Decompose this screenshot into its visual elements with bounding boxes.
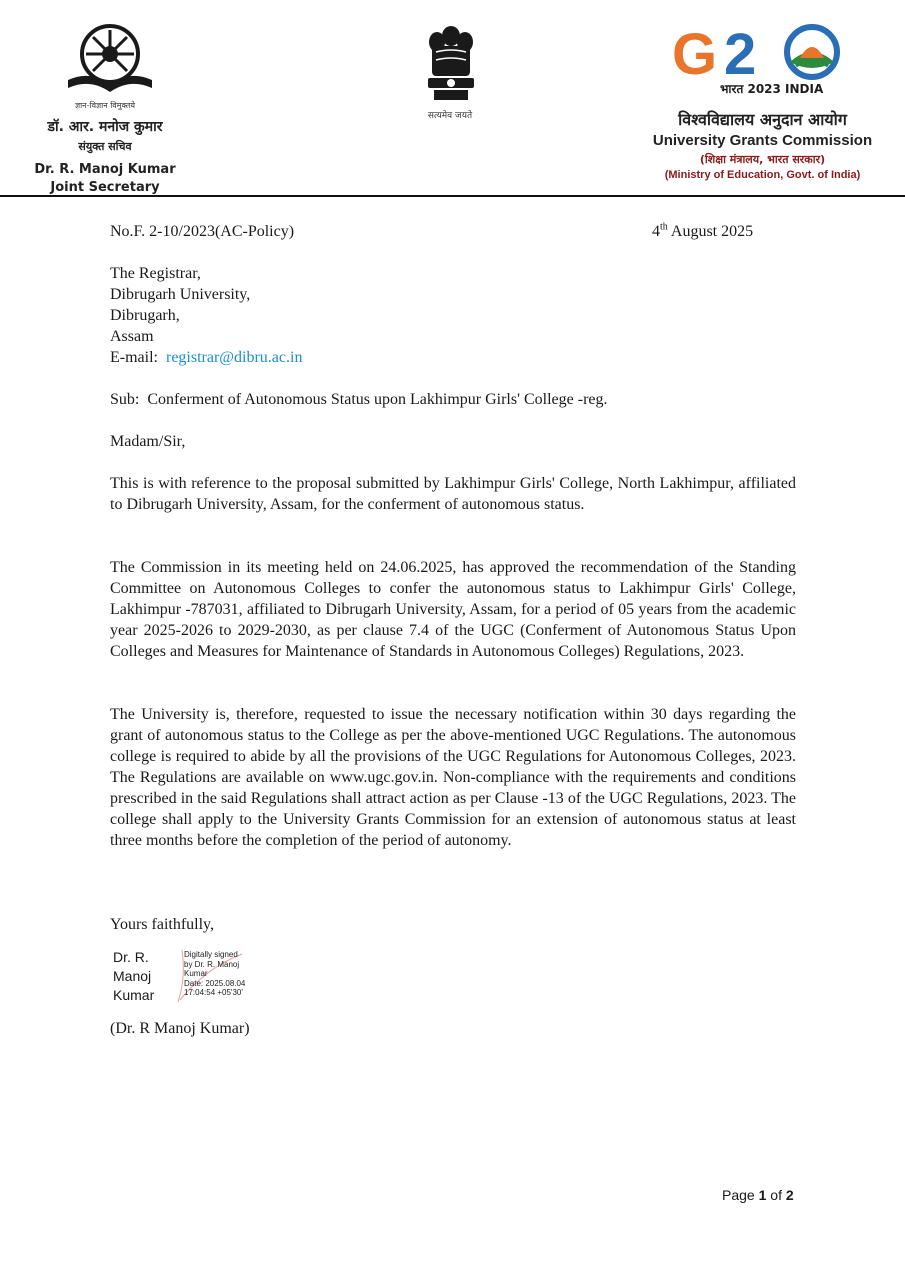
signature-name-line: Kumar bbox=[113, 987, 155, 1003]
g20-tagline: भारत 2023 INDIA bbox=[720, 82, 824, 96]
digital-signature-name bbox=[113, 948, 154, 1005]
date-month-year: August 2025 bbox=[667, 223, 754, 240]
salutation: Madam/Sir, bbox=[110, 433, 186, 450]
signature-meta-line: Date: 2025.08.04 bbox=[184, 978, 246, 988]
body-paragraph: The Commission in its meeting held on 24.06.2025, has approved the recommendation of the Standing Committee on Autonomous Colleges to confer the autonomous status to Lakhimpur Girls' College, Lakhimpur -787031, affiliated to Dibrugarh University, Assam, for a period of 05 years from the academic year 2025-2026 to 2029-2030, as per clause 7.4 of the UGC (Conferment of Autonomous Status Upon Colleges and Measures for Maintenance of Standards in Autonomous Colleges) Regulations, 2023. bbox=[110, 559, 796, 660]
ugc-motto: ज्ञान-विज्ञान विमुक्तये bbox=[74, 101, 136, 110]
signature-meta-line: Kumar bbox=[184, 969, 208, 978]
page-number bbox=[722, 1187, 794, 1203]
address-line: Assam bbox=[110, 328, 154, 345]
signature-meta-line: by Dr. R. Manoj bbox=[184, 959, 240, 969]
signature-meta-line: Digitally signed bbox=[184, 950, 238, 959]
g20-logo-icon bbox=[672, 22, 857, 82]
reference-number: No.F. 2-10/2023(AC-Policy) bbox=[110, 223, 295, 240]
sender-name: Dr. R. Manoj Kumar bbox=[34, 162, 176, 177]
page-label: Page bbox=[722, 1187, 755, 1203]
emblem-motto: सत्यमेव जयते bbox=[427, 111, 473, 121]
digital-signature-details bbox=[184, 950, 245, 998]
sender-name-hindi: डॉ. आर. मनोज कुमार bbox=[47, 119, 163, 135]
closing: Yours faithfully, bbox=[110, 916, 215, 933]
page-current: 1 bbox=[758, 1187, 767, 1203]
ministry-hindi: (शिक्षा मंत्रालय, भारत सरकार) bbox=[699, 153, 826, 166]
national-emblem-icon bbox=[420, 22, 482, 106]
org-name: University Grants Commission bbox=[652, 132, 873, 149]
svg-text:2: 2 bbox=[724, 22, 757, 82]
signatory-name: (Dr. R Manoj Kumar) bbox=[110, 1020, 250, 1037]
date-day: 4 bbox=[652, 223, 660, 240]
letter-date bbox=[652, 221, 753, 242]
email-label: E-mail: bbox=[110, 349, 158, 366]
email-link[interactable]: registrar@dibru.ac.in bbox=[165, 349, 303, 366]
email-line bbox=[110, 347, 302, 368]
recipient-address bbox=[110, 263, 302, 368]
header-divider bbox=[0, 195, 905, 197]
body-paragraph: This is with reference to the proposal submitted by Lakhimpur Girls' College, North Lakhimpur, affiliated to Dibrugarh University, Assam, for the conferment of autonomous status. bbox=[110, 475, 796, 513]
page-of: of bbox=[770, 1187, 782, 1203]
sender-title-hindi: संयुक्त सचिव bbox=[78, 140, 132, 153]
ugc-logo-icon bbox=[60, 22, 160, 98]
organization-block bbox=[630, 108, 895, 181]
signature-name-line: Dr. R. bbox=[113, 949, 149, 965]
address-line: Dibrugarh, bbox=[110, 307, 180, 324]
sender-title: Joint Secretary bbox=[50, 180, 160, 195]
body-paragraph: The University is, therefore, requested to issue the necessary notification within 30 days regarding the grant of autonomous status to the College as per the above-mentioned UGC Regulations. The autonomous college is required to abide by all the provisions of the UGC Regulations for Autonomous Colleges, 2023. The Regulations are available on www.ugc.gov.in. Non-compliance with the requirements and conditions prescribed in the said Regulations shall attract action as per Clause -13 of the UGC Regulations, 2023. The college shall apply to the University Grants Commission for an extension of autonomous status at least three months before the completion of the period of autonomy. bbox=[110, 706, 796, 849]
subject-line: Sub: Conferment of Autonomous Status upon Lakhimpur Girls' College -reg. bbox=[110, 391, 608, 408]
date-suffix: th bbox=[660, 221, 668, 233]
address-line: The Registrar, bbox=[110, 265, 201, 282]
signature-meta-line: 17:04:54 +05'30' bbox=[184, 988, 243, 997]
ministry-name: (Ministry of Education, Govt. of India) bbox=[664, 169, 861, 181]
address-line: Dibrugarh University, bbox=[110, 286, 251, 303]
sender-block bbox=[0, 100, 210, 195]
page-total: 2 bbox=[785, 1187, 794, 1203]
svg-text:G: G bbox=[672, 22, 718, 82]
org-name-hindi: विश्वविद्यालय अनुदान आयोग bbox=[678, 110, 847, 129]
signature-name-line: Manoj bbox=[113, 968, 152, 984]
